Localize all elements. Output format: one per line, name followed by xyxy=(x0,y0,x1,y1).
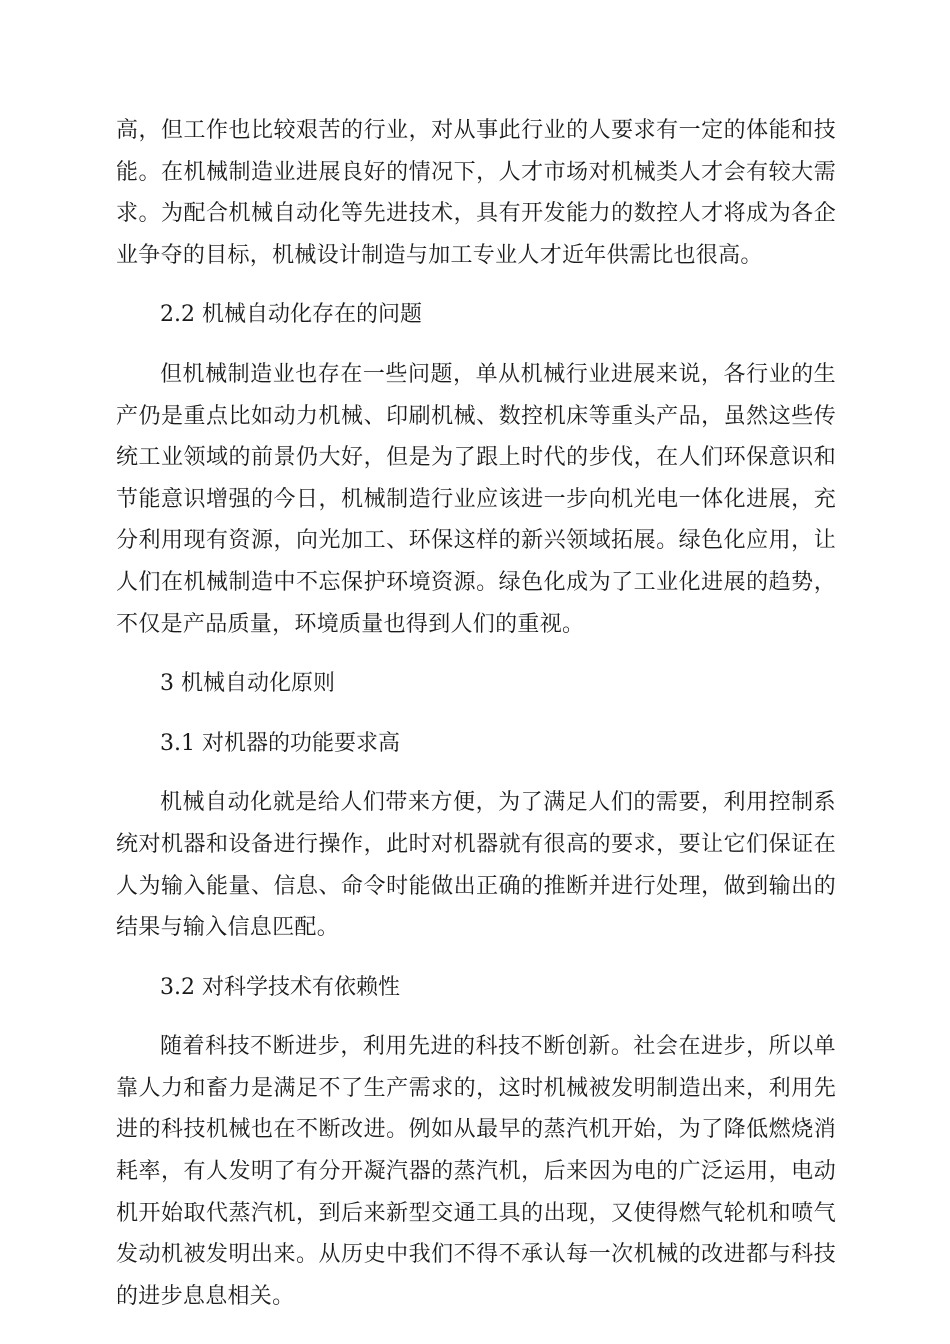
paragraph-function-requirements: 机械自动化就是给人们带来方便，为了满足人们的需要，利用控制系统对机器和设备进行操作，此时对机器就有很高的要求，要让它们保证在人为输入能量、信息、命令时能做出正确的推断并进行处理，做到输出的结果与输入信息匹配。 xyxy=(116,790,836,941)
paragraph-problems: 但机械制造业也存在一些问题，单从机械行业进展来说，各行业的生产仍是重点比如动力机械、印刷机械、数控机床等重头产品，虽然这些传统工业领域的前景仍大好，但是为了跟上时代的步伐，在人们环保意识和节能意识增强的今日，机械制造行业应该进一步向机光电一体化进展，充分利用现有资源，向光加工、环保这样的新兴领域拓展。绿色化应用，让人们在机械制造中不忘保护环境资源。绿色化成为了工业化进展的趋势，不仅是产品质量，环境质量也得到人们的重视。 xyxy=(116,361,836,637)
section-heading-3: 3 机械自动化原则 xyxy=(160,671,335,697)
paragraph-talent-demand: 高，但工作也比较艰苦的行业，对从事此行业的人要求有一定的体能和技能。在机械制造业进展良好的情况下，人才市场对机械类人才会有较大需求。为配合机械自动化等先进技术，具有开发能力的数控人才将成为各企业争夺的目标，机械设计制造与加工专业人才近年供需比也很高。 xyxy=(116,118,836,268)
paragraph-technology-dependence: 随着科技不断进步，利用先进的科技不断创新。社会在进步，所以单靠人力和畜力是满足不了生产需求的，这时机械被发明制造出来，利用先进的科技机械也在不断改进。例如从最早的蒸汽机开始，为了降低燃烧消耗率，有人发明了有分开凝汽器的蒸汽机，后来因为电的广泛运用，电动机开始取代蒸汽机，到后来新型交通工具的出现，又使得燃气轮机和喷气发动机被发明出来。从历史中我们不得不承认每一次机械的改进都与科技的进步息息相关。 xyxy=(116,1034,836,1309)
document-body xyxy=(116,110,836,1335)
section-heading-3-2: 3.2 对科学技术有依赖性 xyxy=(160,974,400,1000)
section-heading-3-1: 3.1 对机器的功能要求高 xyxy=(160,730,400,756)
section-heading-2-2: 2.2 机械自动化存在的问题 xyxy=(160,302,422,328)
